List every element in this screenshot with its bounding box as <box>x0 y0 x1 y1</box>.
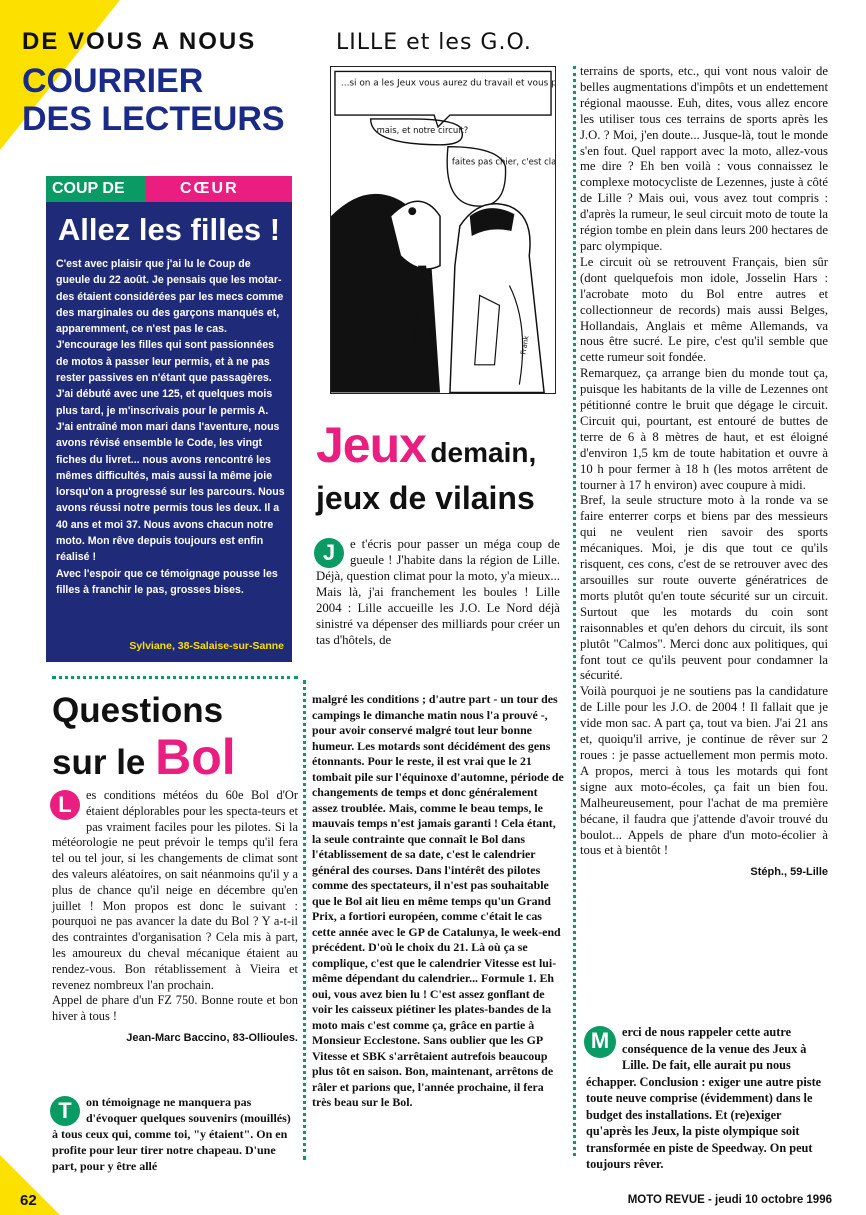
section-title-line2: DES LECTEURS <box>22 100 285 138</box>
jeux-paragraph: Bref, la seule structure moto à la ronde va se faire enterrer corps et biens par des messieurs qui ne veulent rien savoir des sports mécaniques. Moi, je dis que tout ce qu'ils risquent, ces cons, c'est de se retrouver avec des arsouilles sur route ouverte génératrices de morts plutôt qu'en toute sécurité sur un circuit. Surtout que les motards du coin sont raisonnables et qu'en dehors du circuit, ils sont plutôt "Calmos". Merci donc aux politiques, qui font tout ce qu'ils peuvent pour condamner la sécurité. <box>580 493 828 683</box>
jeux-headline-line2: jeux de vilains <box>316 480 535 516</box>
jeux-signature: Stéph., 59-Lille <box>750 866 828 879</box>
bol-signature: Jean-Marc Baccino, 83-Ollioules. <box>126 1031 298 1044</box>
letter-paragraph: J'encourage les filles qui sont passionnées de motos à passer leur permis, et à ne pas rester passives en n'étant que passagères. J'ai débuté avec une 125, et quelques mois plus tard, je m'inscrivais pour le permis A. J'ai entraîné mon mari dans l'aventure, nous avons révisé ensemble le Code, les vingt fiches du livret... nous avons rencontré les mêmes difficultés, mais aussi la même joie lorsqu'on a progressé sur les parcours. Nous avons réussi notre permis tous les deux. Il a 40 ans et moi 37. Nous avons chacun notre moto. Mon rêve depuis toujours est enfin réalisé ! <box>56 339 285 564</box>
section-title-line1: COURRIER <box>22 62 204 100</box>
letter-paragraph: Avec l'espoir que ce témoignage pousse les filles à franchir le pas, grosses bises. <box>56 567 278 596</box>
bol-headline-line2 <box>52 729 236 786</box>
letter-paragraph: C'est avec plaisir que j'ai lu le Coup de gueule du 22 août. Je pensais que les motar-des étaient considérées par les mecs comme des marginales ou des garçons manqués et, apparemment, ce n'est pas le cas. <box>56 258 284 336</box>
cartoon-bubble-1: ...si on a les Jeux vous aurez du travail et vous p <box>340 78 555 89</box>
tag-left: COUP DE <box>46 176 146 202</box>
bol-letter-text2: Appel de phare d'un FZ 750. Bonne route et bon hiver à tous ! <box>52 993 298 1024</box>
jeux-drop-letter: J <box>314 538 344 568</box>
tag-right: CŒUR <box>146 176 292 202</box>
magazine-footer: MOTO REVUE - jeudi 10 octobre 1996 <box>627 1194 832 1206</box>
bol-headline <box>52 688 236 786</box>
jeux-col2 <box>580 64 828 881</box>
coup-de-coeur-tag <box>46 176 292 202</box>
bol-letter-text: es conditions météos du 60e Bol d'Or étaient déplorables pour les specta-teurs et pas vraiment faciles pour les pilotes. Si la météorologie ne peut prévoir le temps qu'il fera tel ou tel jour, si les changements de climat sont des valeurs aléatoires, on sait néanmoins qu'il y a plus de chance qu'il neige en décembre qu'en juillet ! Mon propos est donc le suivant : pourquoi ne pas avancer la date du Bol ? Y a-t-il des contraintes d'organisation ? Cela mis à part, les amoureux du cheval mécanique étaient au rendez-vous. Bon rétablissement à Vieira et revenez nombreux l'an prochain. <box>52 788 298 992</box>
bol-letter <box>52 788 298 1047</box>
coup-de-coeur-box <box>46 176 292 662</box>
jeux-col1-text: e t'écris pour passer un méga coup de gueule ! J'habite dans la région de Lille. Déjà, question climat pour la moto, y'a mieux... Mais là, j'ai franchement les boules ! Lille 2004 : Lille accueille les J.O. Le Nord déjà sinistré va dépenser des milliards pour créer un tas d'hôtels, de <box>316 537 560 647</box>
bol-headline-line1: Questions <box>52 691 224 730</box>
bol-headline-sur: sur le <box>52 743 156 782</box>
jeux-paragraph: Le circuit où se retrouvent Français, bien sûr (dont quelquefois mon idole, Josselin Hars : l'acrobate moto du Bol entre autres et collectionneur de records) mais aussi Belges, Hollandais, Anglais et même Allemands, va nous être sucré. Le pire, c'est qu'il semble que cette rumeur soit fondée. <box>580 254 828 365</box>
column-divider-bol <box>303 680 306 1160</box>
cartoon-bubble-2: mais, et notre circuit? <box>376 124 469 135</box>
jeux-paragraph: Remarquez, ça arrange bien du monde tout ça, puisque les habitants de la ville de Lezennes ont pétitionné contre le bruit que dégage le circuit. Circuit qui, pourtant, est entouré de buttes de terre de 6 à 8 mètres de haut, et est éloigné d'environ 1,5 km de toute habitation et ouvre à 10 h pour fermer à 18 h (les motos arrêtent de tourner à 17 h environ) avec coupure à midi. <box>580 366 828 492</box>
cartoon-illustration <box>330 66 556 394</box>
jeux-headline <box>316 416 566 516</box>
letter-body <box>56 256 286 598</box>
bol-drop-letter: L <box>50 790 80 820</box>
section-divider <box>52 676 298 679</box>
jeux-reply-drop: M <box>584 1026 616 1058</box>
column-divider <box>573 66 576 1156</box>
jeux-reply-text: erci de nous rappeler cette autre conséquence de la venue des Jeux à Lille. De fait, elle aurait pu nous échapper. Conclusion : exiger une autre piste toute neuve comprise (évidemment) dans le budget des installations. Et (re)exiger qu'après les Jeux, la piste olympique soit transformée en piste de Speedway. On peut toujours rêver. <box>586 1025 822 1171</box>
bol-reply-col2: malgré les conditions ; d'autre part - un tour des campings le dimanche matin nous l'a prouvé -, pour avoir conservé malgré tout leur bonne humeur. Les motards sont décidément des gens étonnants. Pour le reste, il est vrai que le 21 tombait pile sur l'équinoxe d'automne, période de changements de temps et donc généralement assez troublée. Mais, comme le beau temps, le mauvais temps n'est jamais garanti ! Cela étant, la seule contrainte que connaît le Bol dans l'établissement de sa date, c'est le calendrier général des courses. Dans l'intérêt des pilotes comme des spectateurs, il n'est pas souhaitable que le Bol ait lieu en même temps qu'un Grand Prix, a fortiori européen, comme c'était le cas cette année avec le GP de Catalunya, le week-end précédent. D'où le choix du 21. Là où ça se complique, c'est que le calendrier Vitesse est lui-même dépendant du calendrier... Formule 1. Eh oui, vous avez bien lu ! C'est assez gonflant de voir les caisseux piétiner les plates-bandes de la moto mais c'est comme ça, grâce en partie à Monsieur Ecclestone. Sans oublier que les GP Vitesse et SBK s'arrêtaient autrefois beaucoup plus tôt en saison. Bon, maintenant, arrêtons de râler et parions que, l'année prochaine, il fera très beau sur le Bol. <box>312 692 564 1109</box>
jeux-paragraph: Voilà pourquoi je ne soutiens pas la candidature de Lille pour les J.O. de 2004 ! Il fallait que je vide mon sac. A part ça, tout va bien. J'ai 21 ans et, quoiqu'il arrive, je continue de rêver sur 2 roues : je passe actuellement mon permis moto. A propos, merci à tous les motards qui font signe aux moto-écoles, ça fait un bien fou. Malheureusement, pour l'achat de ma première bécane, il faudra que j'attende d'avoir trouvé du boulot... Appels de phare d'un moto-écolier à tous et à bientôt ! <box>580 684 828 858</box>
letter-title: Allez les filles ! <box>57 212 281 247</box>
bol-headline-pink: Bol <box>155 729 236 785</box>
section-title <box>22 62 285 138</box>
jeux-headline-pink: Jeux <box>316 417 426 473</box>
cartoon-title: LILLE et les G.O. <box>336 30 532 55</box>
bol-reply-col1-text: on témoignage ne manquera pas d'évoquer quelques souvenirs (mouillés) à tous ceux qui, comme toi, "y étaient". On en profite pour leur tirer notre chapeau. D'une part, pour y être allé <box>52 1095 291 1173</box>
jeux-headline-rest: demain, <box>430 437 537 468</box>
bol-reply-drop: T <box>50 1096 80 1126</box>
jeux-paragraph: terrains de sports, etc., qui vont nous valoir de belles augmentations d'impôts et un endettement régional maousse. Euh, dites, vous allez encore les utiliser tous ces terrains de sports après les J.O. ? Moi, j'en doute... Jusque-là, tout le monde s'en fout. Quel rapport avec la moto, allez-vous me dire ? Eh ben voilà : vous connaissez le complexe motocycliste de Lezennes, juste à côté de Lille ? Mais oui, vous avez tout compris : d'après la rumeur, le seul circuit moto de toute la région tombe en plein dans leurs 200 hectares de parc olympique. <box>580 64 828 253</box>
cartoon-signature: Frank <box>519 335 531 356</box>
section-kicker: DE VOUS A NOUS <box>22 28 257 55</box>
cartoon-drawing <box>331 67 555 393</box>
jeux-reply <box>586 1024 830 1173</box>
bol-reply-col1 <box>52 1094 296 1174</box>
cartoon-bubble-3: faites pas chier, c'est cla <box>451 156 555 167</box>
letter-signature: Sylviane, 38-Salaise-sur-Sanne <box>129 640 284 652</box>
jeux-col1 <box>316 536 560 648</box>
page-number: 62 <box>20 1192 37 1209</box>
